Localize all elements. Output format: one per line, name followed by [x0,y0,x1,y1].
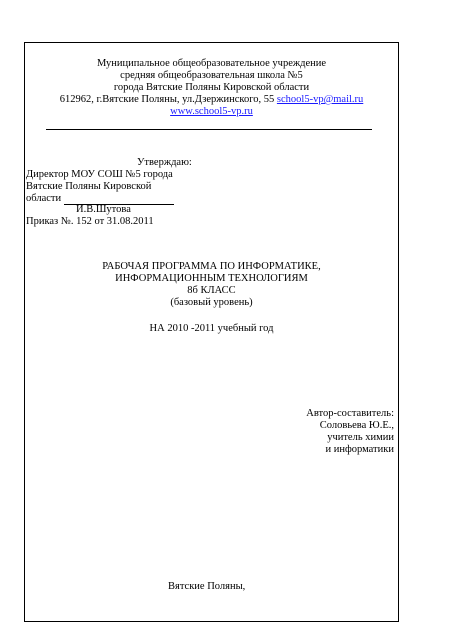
website-link[interactable]: www.school5-vp.ru [170,106,253,117]
school-name-line: средняя общеобразовательная школа №5 [120,70,303,81]
approval-order: Приказ №. 152 от 31.08.2011 [26,216,154,227]
email-link[interactable]: school5-vp@mail.ru [276,94,364,105]
program-year: НА 2010 -2011 учебный год [149,323,274,334]
school-address-line [24,94,399,106]
program-title-line1: РАБОЧАЯ ПРОГРАММА ПО ИНФОРМАТИКЕ, [102,261,321,272]
program-title-line2: ИНФОРМАЦИОННЫМ ТЕХНОЛОГИЯМ [115,273,308,284]
approval-region-text: области [26,193,64,204]
author-role-line2: и информатики [325,444,394,455]
author-label: Автор-составитель: [306,408,394,419]
approval-title: Утверждаю: [137,157,192,168]
approval-city-line: Вятские Поляны Кировской [26,181,152,192]
school-city-line: города Вятские Поляны Кировской области [113,82,310,93]
address-text: 612962, г.Вятские Поляны, ул.Дзержинского, 55 [59,94,277,105]
footer-city: Вятские Поляны, [168,581,246,592]
school-type-line: Муниципальное общеобразовательное учреждение [96,58,327,69]
program-grade: 8б КЛАСС [187,285,236,296]
author-name: Соловьева Ю.Е., [319,420,394,431]
author-role-line1: учитель химии [327,432,394,443]
approval-signer: И.В.Шутова [76,204,131,215]
website-line [24,106,399,118]
approval-director-line: Директор МОУ СОШ №5 города [26,169,173,180]
header-divider [46,129,372,130]
program-level: (базовый уровень) [170,297,253,308]
